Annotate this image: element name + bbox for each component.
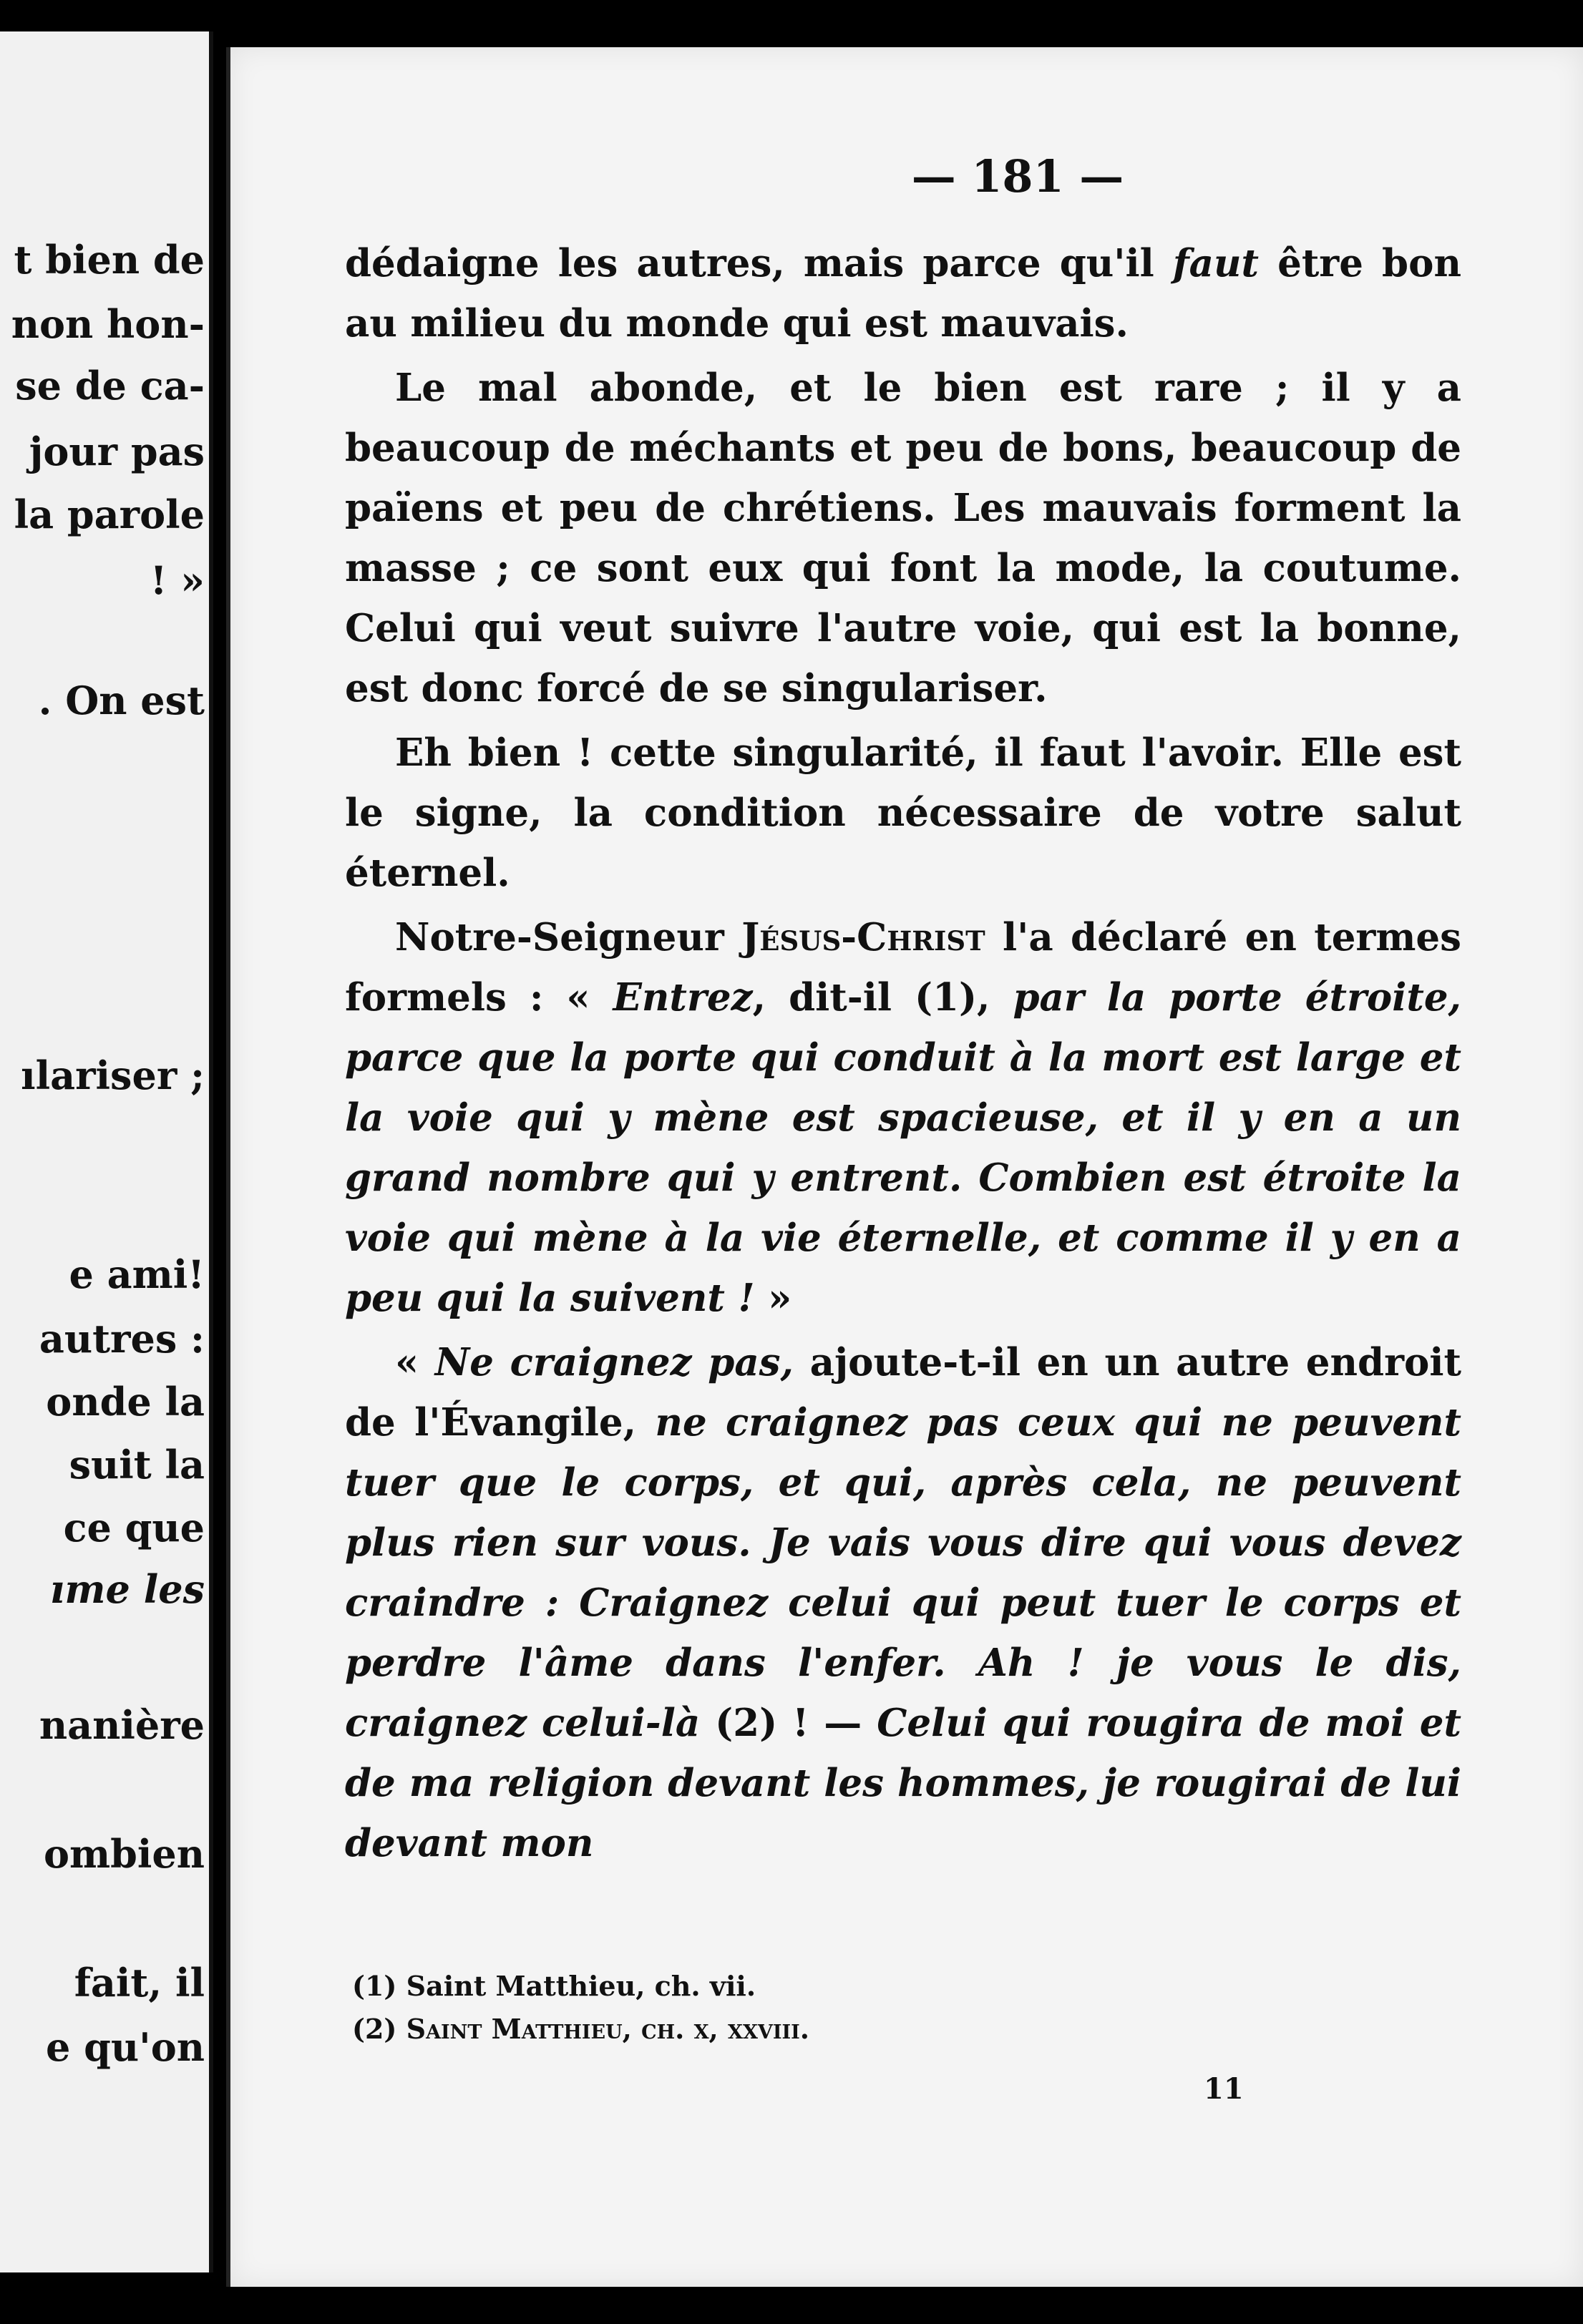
left-page-text-fragment: se de ca- xyxy=(15,363,205,409)
footnote-1: (1) Saint Matthieu, ch. vii. xyxy=(352,1970,756,2002)
paragraph-3: Eh bien ! cette singularité, il faut l'avoir. Elle est le signe, la condition nécessaire de votre salut éternel. xyxy=(345,731,1461,895)
paragraph-2: Le mal abonde, et le bien est rare ; il y a beaucoup de méchants et peu de bons, beaucoup de païens et peu de chrétiens. Les mauvais forment la masse ; ce sont eux qui font la mode, la coutume. Celui qui veut suivre l'autre voie, qui est la bonne, est donc forcé de se singulariser. xyxy=(345,366,1461,711)
page-number: — 181 — xyxy=(911,150,1124,202)
left-page-text-fragment: jour pas xyxy=(29,429,205,474)
left-page-text-fragment: onde la xyxy=(46,1379,205,1425)
left-page-fragment xyxy=(0,31,213,2272)
left-page-text-fragment: ce que xyxy=(63,1505,205,1551)
book-page xyxy=(226,47,1583,2287)
paragraph-5: « Ne craignez pas, ajoute-t-il en un autre endroit de l'Évangile, ne craignez pas ceux qui ne peuvent tuer que le corps, et qui, après cela, ne peuvent plus rien sur vous. Je vais vous dire qui vous devez craindre : Craignez celui qui peut tuer le corps et perdre l'âme dans l'enfer. Ah ! je vous le dis, craignez celui-là (2) ! — Celui qui rougira de moi et de ma religion devant les hommes, je rougirai de lui devant mon xyxy=(345,1340,1462,1865)
left-page-text-fragment: ombien xyxy=(43,1831,205,1877)
footnote-2: (2) Saint Matthieu, ch. x, xxviii. xyxy=(352,2013,809,2045)
paragraph-1: dédaigne les autres, mais parce qu'il faut être bon au milieu du monde qui est mauvais. xyxy=(345,241,1461,346)
left-page-text-fragment: ıme les xyxy=(49,1566,205,1612)
left-page-text-fragment: nanière xyxy=(39,1702,205,1748)
left-page-text-fragment: e qu'on xyxy=(46,2024,205,2070)
left-page-text-fragment: autres : xyxy=(39,1316,205,1362)
left-page-text-fragment: suit la xyxy=(69,1442,205,1488)
left-page-text-fragment: la parole xyxy=(14,492,205,537)
left-page-text-fragment: non hon- xyxy=(11,301,205,347)
signature-mark: 11 xyxy=(1204,2072,1244,2106)
left-page-text-fragment: t bien de xyxy=(14,237,205,283)
left-page-text-fragment: ! » xyxy=(150,557,205,603)
body-text xyxy=(345,233,1461,1878)
left-page-text-fragment: e ami! xyxy=(69,1251,205,1297)
paragraph-4: Notre-Seigneur Jésus-Christ l'a déclaré en termes formels : « Entrez, dit-il (1), par la porte étroite, parce que la porte qui conduit à la mort est large et la voie qui y mène est spacieuse, et il y en a un grand nombre qui y entrent. Combien est étroite la voie qui mène à la vie éternelle, et comme il y en a peu qui la suivent ! » xyxy=(345,915,1462,1320)
left-page-text-fragment: . On est xyxy=(38,678,205,723)
left-page-text-fragment: ılariser ; xyxy=(21,1053,205,1098)
left-page-text-fragment: fait, il xyxy=(74,1960,205,2006)
footnotes xyxy=(352,1965,1461,2051)
